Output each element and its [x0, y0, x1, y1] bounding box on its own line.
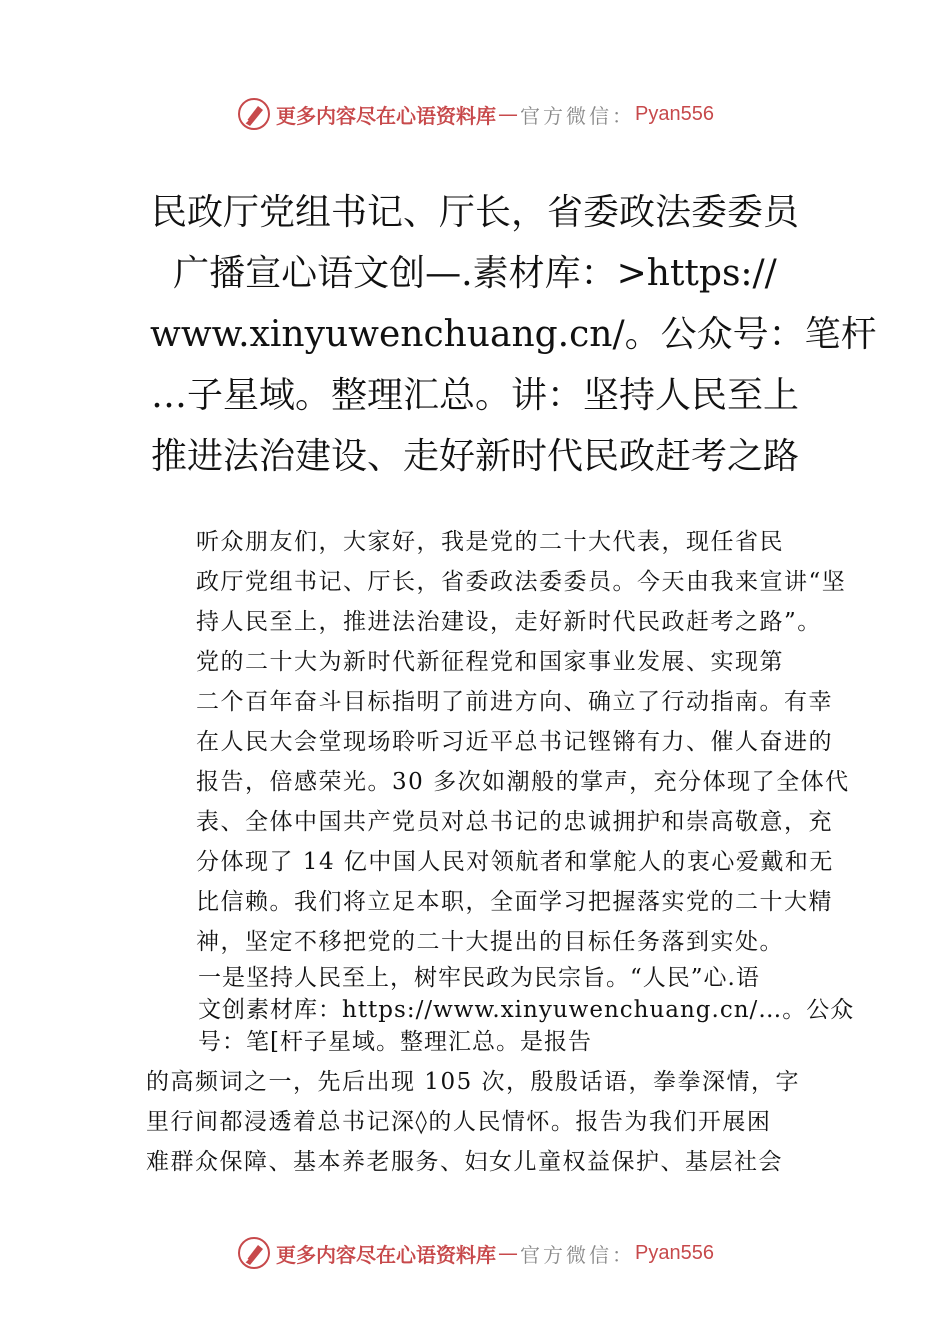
pen-nib-icon [236, 1235, 272, 1271]
banner-wechat-label: 官方微信： [520, 103, 636, 128]
document-body [146, 522, 855, 1182]
paragraph-congress [146, 642, 850, 962]
paragraph-continuation [146, 1062, 826, 1182]
banner-brand: 更多内容尽在心语资料库 [276, 1242, 497, 1267]
text-line: 的高频词之一，先后出现 105 次，殷殷话语，拳拳深情，字 [146, 1069, 801, 1095]
document-title [150, 182, 877, 487]
text-line: 一是坚持人民至上，树牢民政为民宗旨。“人民”心.语 [198, 965, 760, 991]
text-line: 分体现了 14 亿中国人民对领航者和掌舵人的衷心爱戴和无 [196, 849, 834, 875]
footer-banner [0, 1233, 950, 1273]
text-line: 二个百年奋斗目标指明了前进方向、确立了行动指南。有幸 [196, 689, 833, 715]
text-line: 听众朋友们，大家好，我是党的二十大代表，现任省民 [196, 529, 784, 555]
banner-separator: — [498, 102, 519, 126]
header-banner [0, 94, 950, 134]
text-line: 号：笔[杆子星域。整理汇总。是报告 [198, 1029, 592, 1055]
title-line: www.xinyuwenchuang.cn/。公众号：笔杆 [150, 314, 877, 355]
paragraph-point-one [146, 962, 855, 1058]
text-line: 在人民大会堂现场聆听习近平总书记铿锵有力、催人奋进的 [196, 729, 833, 755]
text-line: 神，坚定不移把党的二十大提出的目标任务落到实处。 [196, 929, 784, 955]
title-line: …子星域。整理汇总。讲：坚持人民至上 [150, 375, 799, 416]
pen-nib-icon [236, 96, 272, 132]
text-line: 党的二十大为新时代新征程党和国家事业发展、实现第 [196, 649, 784, 675]
banner-wechat-id: Pyan556 [635, 1241, 714, 1264]
banner-wechat-id: Pyan556 [635, 102, 714, 125]
text-line: 持人民至上，推进法治建设，走好新时代民政赶考之路”。 [196, 609, 822, 635]
text-line: 文创素材库：https://www.xinyuwenchuang.cn/…。公众 [198, 997, 855, 1023]
text-line: 比信赖。我们将立足本职，全面学习把握落实党的二十大精 [196, 889, 833, 915]
text-line: 难群众保障、基本养老服务、妇女儿童权益保护、基层社会 [146, 1149, 783, 1175]
banner-wechat-label: 官方微信： [520, 1242, 636, 1267]
paragraph-greeting [146, 522, 847, 642]
text-line: 表、全体中国共产党员对总书记的忠诚拥护和崇高敬意，充 [196, 809, 833, 835]
title-line: 广播宣心语文创—.素材库：>https:// [173, 253, 777, 294]
title-line: 推进法治建设、走好新时代民政赶考之路 [150, 436, 799, 477]
text-line: 报告，倍感荣光。30 多次如潮般的掌声，充分体现了全体代 [196, 769, 850, 795]
text-line: 政厅党组书记、厅长，省委政法委委员。今天由我来宣讲“坚 [196, 569, 847, 595]
banner-brand: 更多内容尽在心语资料库 [276, 103, 497, 128]
text-line: 里行间都浸透着总书记深◊的人民情怀。报告为我们开展困 [146, 1109, 772, 1135]
title-line: 民政厅党组书记、厅长，省委政法委委员 [150, 192, 799, 233]
banner-separator: — [498, 1241, 519, 1265]
